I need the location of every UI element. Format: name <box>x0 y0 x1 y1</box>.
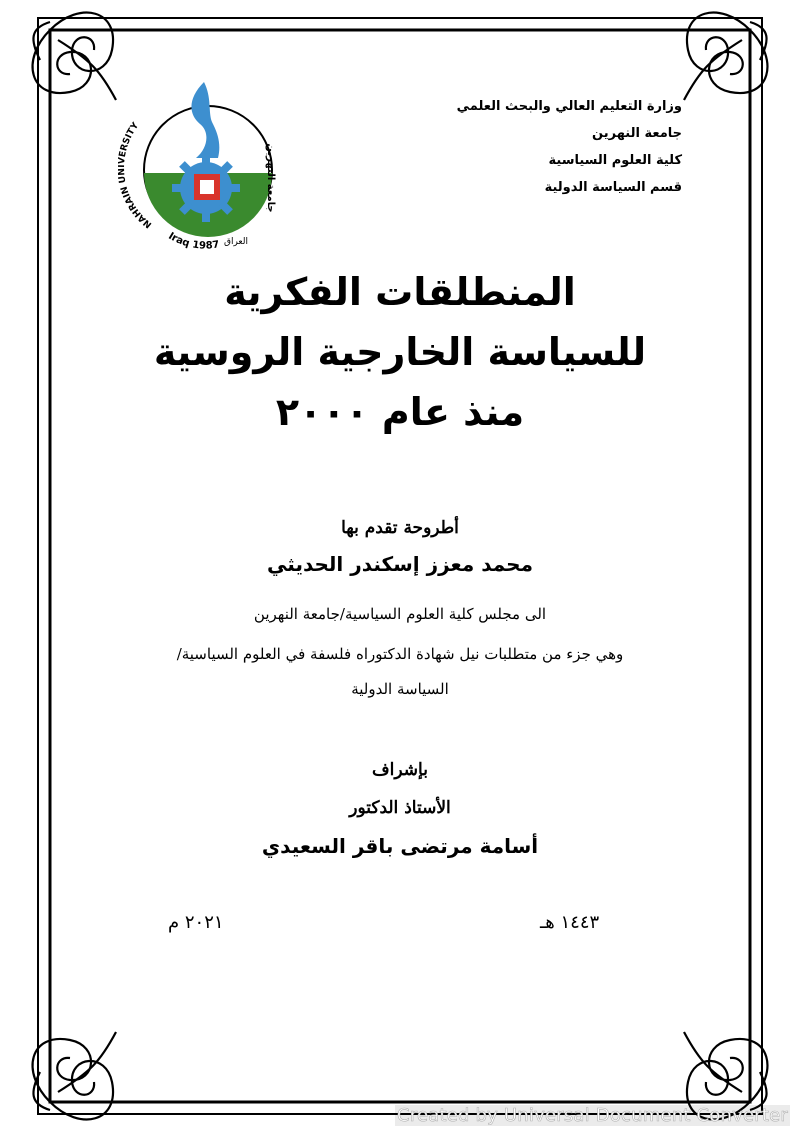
converter-watermark: Created by Universal Document Converter <box>396 1105 788 1126</box>
title-line-2: للسياسة الخارجية الروسية <box>153 330 647 374</box>
submission-to: الى مجلس كلية العلوم السياسية/جامعة النهرين <box>253 605 547 623</box>
college-name: كلية العلوم السياسية <box>548 153 682 168</box>
logo-text-ar: جامعة النهرين <box>265 143 276 213</box>
submission-intro: أطروحة تقدم بها <box>341 518 459 538</box>
thesis-title <box>0 262 800 442</box>
title-line-1: المنطلقات الفكرية <box>224 270 576 314</box>
author-name: محمد معزز إسكندر الحديثي <box>267 552 533 576</box>
supervisor-rank: الأستاذ الدكتور <box>349 798 451 818</box>
logo-country-ar: العراق <box>223 237 249 247</box>
gregorian-date: ٢٠٢١ م <box>168 912 224 933</box>
department-name: قسم السياسة الدولية <box>544 180 682 195</box>
logo-text-en: NAHRAIN UNIVERSITY <box>118 120 155 230</box>
institution-header <box>382 96 682 204</box>
university-logo <box>118 78 296 254</box>
title-line-3: منذ عام ٢٠٠٠ <box>275 390 525 434</box>
logo-year: Iraq 1987 <box>166 230 221 252</box>
supervisor-name: أسامة مرتضى باقر السعيدي <box>261 834 539 858</box>
ministry-name: وزارة التعليم العالي والبحث العلمي <box>456 99 682 114</box>
supervision-label: بإشراف <box>372 760 428 780</box>
degree-specialty: السياسة الدولية <box>351 680 449 698</box>
university-name: جامعة النهرين <box>592 126 682 141</box>
degree-purpose: وهي جزء من متطلبات نيل شهادة الدكتوراه فلسفة في العلوم السياسية/ <box>176 645 624 663</box>
hijri-date: ١٤٤٣ هـ <box>540 912 600 933</box>
